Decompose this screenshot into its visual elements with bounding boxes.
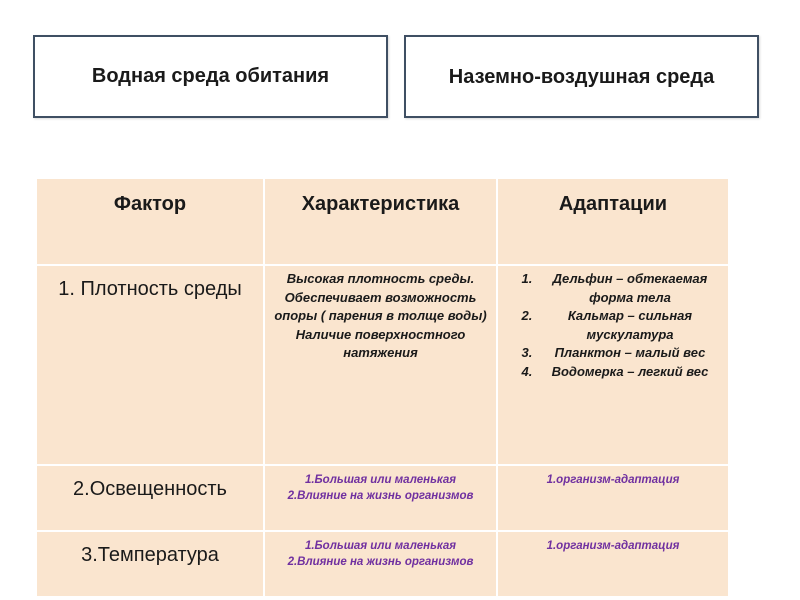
header-adaptations: Адаптации bbox=[497, 178, 729, 265]
factor-cell bbox=[36, 531, 264, 597]
factors-table bbox=[35, 177, 730, 598]
adaptation-text: 1.организм-адаптация bbox=[546, 474, 680, 486]
habitat-box-water bbox=[33, 35, 388, 118]
factor-label: 3.Температура bbox=[81, 544, 219, 566]
characteristic-cell bbox=[264, 465, 497, 531]
list-item: 2. Кальмар – сильная мускулатура bbox=[536, 307, 720, 344]
table-row bbox=[36, 265, 729, 465]
table-row bbox=[36, 465, 729, 531]
characteristic-text bbox=[265, 466, 496, 504]
adaptations-cell bbox=[497, 531, 729, 597]
list-item: 4. Водомерка – легкий вес bbox=[536, 363, 720, 382]
list-item: 3. Планктон – малый вес bbox=[536, 344, 720, 363]
header-characteristic: Характеристика bbox=[264, 178, 497, 265]
table-row bbox=[36, 531, 729, 597]
header-factor: Фактор bbox=[36, 178, 264, 265]
characteristic-cell bbox=[264, 531, 497, 597]
characteristic-cell bbox=[264, 265, 497, 465]
factor-label: 2.Освещенность bbox=[73, 478, 227, 500]
factor-cell bbox=[36, 265, 264, 465]
adaptation-text: 1.организм-адаптация bbox=[546, 540, 680, 552]
characteristic-text: Высокая плотность среды. Обеспечивает возможность опоры ( парения в толще воды) Наличие поверхностного натяжения bbox=[274, 271, 487, 360]
factor-label: 1. Плотность среды bbox=[58, 278, 242, 300]
characteristic-line: 2.Влияние на жизнь организмов bbox=[287, 556, 474, 568]
characteristic-line: 1.Большая или маленькая bbox=[304, 540, 457, 552]
characteristic-line: 1.Большая или маленькая bbox=[304, 474, 457, 486]
adaptations-cell bbox=[497, 265, 729, 465]
characteristic-text bbox=[265, 532, 496, 570]
list-item: 1. Дельфин – обтекаемая форма тела bbox=[536, 270, 720, 307]
table-header-row bbox=[36, 178, 729, 265]
adaptations-cell bbox=[497, 465, 729, 531]
characteristic-line: 2.Влияние на жизнь организмов bbox=[287, 490, 474, 502]
habitat-box-water-label: Водная среда обитания bbox=[91, 65, 330, 87]
adaptations-list bbox=[498, 266, 728, 381]
factor-cell bbox=[36, 465, 264, 531]
habitat-box-land-air-label: Наземно-воздушная среда bbox=[448, 65, 715, 88]
habitat-box-land-air bbox=[404, 35, 759, 118]
